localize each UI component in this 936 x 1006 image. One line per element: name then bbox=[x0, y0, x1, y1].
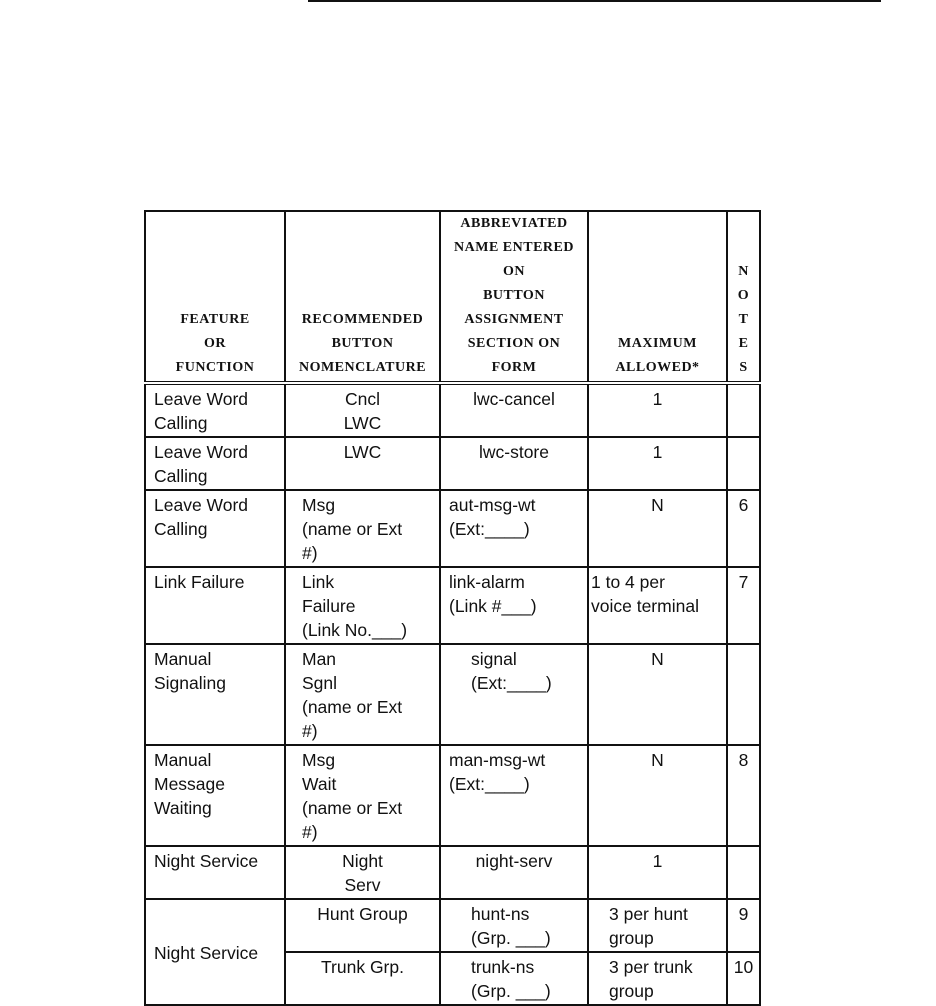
maximum-cell: 1 bbox=[588, 437, 727, 490]
maximum-cell: 3 per trunk group bbox=[588, 952, 727, 1005]
nomenclature-cell: Link Failure (Link No.___) bbox=[285, 567, 440, 644]
table-row bbox=[145, 745, 760, 846]
maximum-cell: N bbox=[588, 490, 727, 567]
button-assignment-table bbox=[144, 210, 761, 1006]
table-row bbox=[145, 437, 760, 490]
maximum-cell: 1 to 4 per voice terminal bbox=[588, 567, 727, 644]
nomenclature-cell: Msg Wait (name or Ext #) bbox=[285, 745, 440, 846]
header-abbreviated: ABBREVIATED NAME ENTERED ON BUTTON ASSIGNMENT SECTION ON FORM bbox=[440, 211, 588, 383]
table-row bbox=[145, 490, 760, 567]
table-row bbox=[145, 899, 760, 952]
maximum-cell: N bbox=[588, 644, 727, 745]
header-maximum: MAXIMUM ALLOWED* bbox=[588, 211, 727, 383]
feature-cell: Manual Message Waiting bbox=[145, 745, 285, 846]
maximum-cell: 3 per hunt group bbox=[588, 899, 727, 952]
table-row bbox=[145, 567, 760, 644]
header-row bbox=[145, 211, 760, 383]
feature-cell: Night Service bbox=[145, 846, 285, 899]
abbrev-cell: man-msg-wt (Ext:____) bbox=[440, 745, 588, 846]
nomenclature-cell: LWC bbox=[285, 437, 440, 490]
nomenclature-cell: Cncl LWC bbox=[285, 383, 440, 437]
notes-cell bbox=[727, 383, 760, 437]
maximum-cell: 1 bbox=[588, 846, 727, 899]
header-notes: N O T E S bbox=[727, 211, 760, 383]
feature-cell: Manual Signaling bbox=[145, 644, 285, 745]
abbrev-cell: hunt-ns (Grp. ___) bbox=[440, 899, 588, 952]
header-feature: FEATURE OR FUNCTION bbox=[145, 211, 285, 383]
feature-cell: Leave Word Calling bbox=[145, 490, 285, 567]
maximum-cell: N bbox=[588, 745, 727, 846]
abbrev-cell: trunk-ns (Grp. ___) bbox=[440, 952, 588, 1005]
nomenclature-cell: Trunk Grp. bbox=[285, 952, 440, 1005]
feature-cell: Link Failure bbox=[145, 567, 285, 644]
abbrev-cell: lwc-cancel bbox=[440, 383, 588, 437]
notes-cell: 8 bbox=[727, 745, 760, 846]
notes-cell: 10 bbox=[727, 952, 760, 1005]
header-nomenclature: RECOMMENDED BUTTON NOMENCLATURE bbox=[285, 211, 440, 383]
notes-cell: 9 bbox=[727, 899, 760, 952]
nomenclature-cell: Man Sgnl (name or Ext #) bbox=[285, 644, 440, 745]
feature-cell: Leave Word Calling bbox=[145, 383, 285, 437]
feature-cell: Night Service bbox=[145, 899, 285, 1005]
abbrev-cell: night-serv bbox=[440, 846, 588, 899]
notes-cell: 7 bbox=[727, 567, 760, 644]
table-row bbox=[145, 644, 760, 745]
nomenclature-cell: Night Serv bbox=[285, 846, 440, 899]
table-row bbox=[145, 383, 760, 437]
abbrev-cell: signal (Ext:____) bbox=[440, 644, 588, 745]
abbrev-cell: lwc-store bbox=[440, 437, 588, 490]
notes-cell bbox=[727, 846, 760, 899]
top-rule bbox=[308, 0, 881, 2]
nomenclature-cell: Hunt Group bbox=[285, 899, 440, 952]
table-row bbox=[145, 846, 760, 899]
abbrev-cell: aut-msg-wt (Ext:____) bbox=[440, 490, 588, 567]
nomenclature-cell: Msg (name or Ext #) bbox=[285, 490, 440, 567]
notes-cell bbox=[727, 437, 760, 490]
maximum-cell: 1 bbox=[588, 383, 727, 437]
abbrev-cell: link-alarm (Link #___) bbox=[440, 567, 588, 644]
notes-cell bbox=[727, 644, 760, 745]
feature-cell: Leave Word Calling bbox=[145, 437, 285, 490]
notes-cell: 6 bbox=[727, 490, 760, 567]
